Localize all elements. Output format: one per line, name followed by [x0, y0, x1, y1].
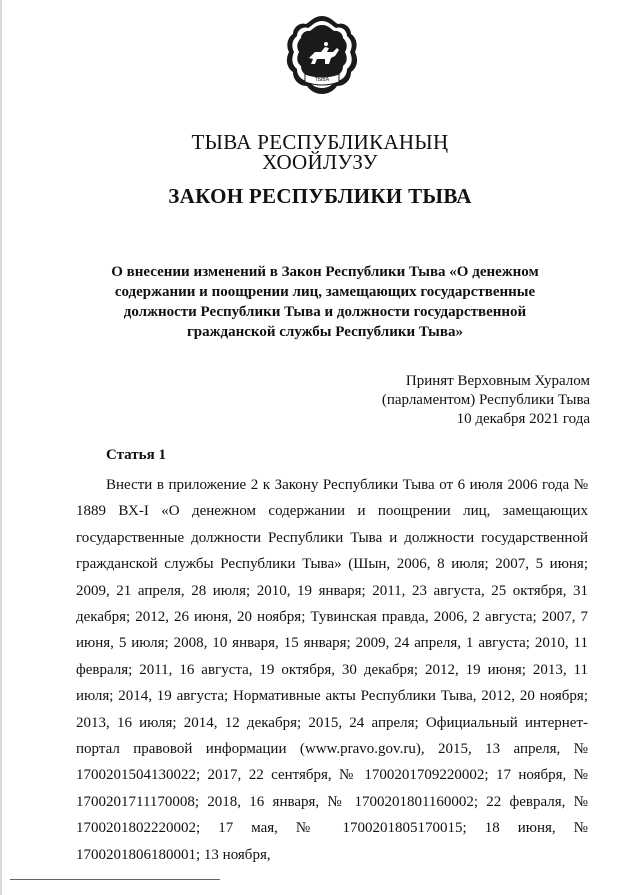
- parliament-name-line1: ТЫВА РЕСПУБЛИКАНЫҢ: [191, 130, 449, 154]
- parliament-name-line2: ХООЙЛУЗУ: [262, 150, 378, 174]
- tuva-coat-of-arms-icon: [285, 14, 359, 112]
- adoption-line: (парламентом) Республики Тыва: [381, 392, 590, 408]
- law-title: ЗАКОН РЕСПУБЛИКИ ТЫВА: [168, 184, 472, 208]
- adoption-note: [382, 372, 590, 429]
- article-heading: Статья 1: [106, 447, 166, 463]
- article-paragraph: Внести в приложение 2 к Закону Республики Тыва от 6 июля 2006 года № 1889 ВХ-I «О денежном содержании и поощрении лиц, замещающих государственные должности Республики Тыва и должности государственной гражданской службы Республики Тыва» (Шын, 2006, 8 июля; 2007, 5 июня; 2009, 21 апреля, 28 июля; 2010, 19 января; 2011, 23 августа, 25 октября, 31 декабря; 2012, 26 июня, 20 ноября; Тувинская правда, 2006, 2 августа; 2007, 7 июня, 5 июля; 2008, 10 января, 15 января; 2009, 24 апреля, 1 августа; 2010, 11 февраля; 2011, 16 августа, 19 октября, 30 декабря; 2012, 19 июня; 2013, 11 июля; 2014, 19 августа; Нормативные акты Республики Тыва, 2012, 20 ноября; 2013, 16 июля; 2014, 12 декабря; 2015, 24 апреля; Официальный интернет-портал правовой информации (www.pravo.gov.ru), 2015, 13 апреля, № 1700201504130022; 2017, 22 сентября, № 1700201709220002; 17 ноября, № 1700201711170008; 2018, 16 января, № 1700201801160002; 22 февраля, № 1700201802220002; 17 мая, № 1700201805170015; 18 июня, № 1700201806180001; 13 ноября,: [76, 477, 588, 863]
- footer-rule: [10, 879, 220, 880]
- subject-line: должности Республики Тыва и должности государственной: [123, 304, 527, 320]
- subject-line: О внесении изменений в Закон Республики Тыва «О денежном: [111, 264, 539, 280]
- subject-line: содержании и поощрении лиц, замещающих государственные: [114, 284, 536, 300]
- adoption-date: 10 декабря 2021 года: [456, 411, 590, 427]
- law-subject: [110, 262, 540, 342]
- svg-text:ТЫВА: ТЫВА: [314, 77, 330, 83]
- subject-line: гражданской службы Республики Тыва»: [187, 324, 463, 340]
- adoption-line: Принят Верховным Хуралом: [405, 373, 590, 389]
